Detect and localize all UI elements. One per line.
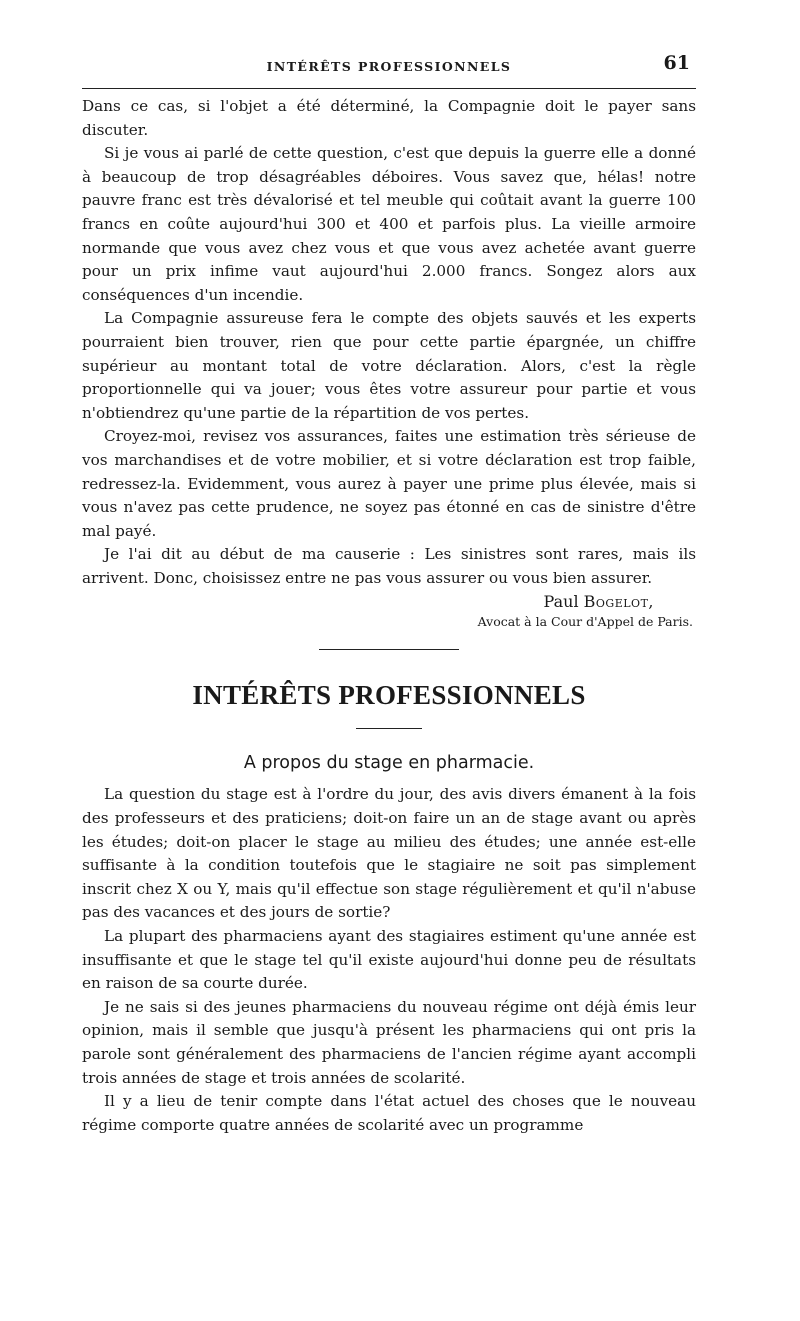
paragraph: Dans ce cas, si l'objet a été déterminé, la Compagnie doit le payer sans discuter. xyxy=(82,97,696,139)
page xyxy=(82,50,696,1137)
paragraph: Je l'ai dit au début de ma causerie : Les sinistres sont rares, mais ils arrivent. Donc, choisissez entre ne pas vous assurer ou vous bien assurer. xyxy=(82,545,696,587)
signature-name xyxy=(82,590,654,613)
paragraph: La question du stage est à l'ordre du jour, des avis divers émanent à la fois des professeurs et des praticiens; doit-on faire un an de stage avant ou après les études; doit-on placer le stage au milieu des études; une année est-elle suffisante à la condition toutefois que le stagiaire ne soit pas simplement inscrit chez X ou Y, mais qu'il effectue son stage régulièrement et qu'il n'abuse pas des vacances et des jours de sortie? xyxy=(82,785,696,922)
paragraph: Il y a lieu de tenir compte dans l'état actuel des choses que le nouveau régime comporte quatre années de scolarité avec un programme xyxy=(82,1092,696,1134)
signature-last-name: Bogelot, xyxy=(583,592,654,612)
article-insurance xyxy=(82,95,696,631)
running-header xyxy=(82,50,696,80)
paragraph: Je ne sais si des jeunes pharmaciens du nouveau régime ont déjà émis leur opinion, mais il semble que jusqu'à présent les pharmaciens qui ont pris la parole sont généralement des pharmaciens de l'ancien régime ayant accompli trois années de stage et trois années de scolarité. xyxy=(82,997,696,1087)
signature-role: Avocat à la Cour d'Appel de Paris. xyxy=(477,614,693,630)
section-title: INTÉRÊTS PROFESSIONNELS xyxy=(192,680,586,711)
paragraph: Si je vous ai parlé de cette question, c'est que depuis la guerre elle a donné à beaucoup de trop désagréables déboires. Vous savez que, hélas! notre pauvre franc est très dévalorisé et tel meuble qui coûtait avant la guerre 100 francs en coûte aujourd'hui 300 et 400 et parfois plus. La vieille armoire normande que vous avez chez vous et que vous avez achetée avant guerre pour un prix infime vaut aujourd'hui 2.000 francs. Songez alors aux conséquences d'un incendie. xyxy=(82,144,696,304)
signature-first-name: Paul xyxy=(543,592,579,612)
page-number: 61 xyxy=(663,52,690,74)
section-separator xyxy=(319,649,459,650)
article-pharmacy-stage xyxy=(82,783,696,1137)
running-title: INTÉRÊTS PROFESSIONNELS xyxy=(266,59,512,74)
article-subtitle: A propos du stage en pharmacie. xyxy=(243,753,535,774)
paragraph: La plupart des pharmaciens ayant des stagiaires estiment qu'une année est insuffisante et que le stage tel qu'il existe aujourd'hui donne peu de résultats en raison de sa courte durée. xyxy=(82,927,696,993)
header-rule xyxy=(82,88,696,89)
title-separator xyxy=(356,728,422,729)
paragraph: La Compagnie assureuse fera le compte des objets sauvés et les experts pourraient bien trouver, rien que pour cette partie épargnée, un chiffre supérieur au montant total de votre déclaration. Alors, c'est la règle proportionnelle qui va jouer; vous êtes votre assureur pour partie et vous n'obtiendrez qu'une partie de la répartition de vos pertes. xyxy=(82,309,696,422)
paragraph: Croyez-moi, revisez vos assurances, faites une estimation très sérieuse de vos marchandises et de votre mobilier, et si votre déclaration est trop faible, redressez-la. Evidemment, vous aurez à payer une prime plus élevée, mais si vous n'avez pas cette prudence, ne soyez pas étonné en cas de sinistre d'être mal payé. xyxy=(82,427,696,540)
